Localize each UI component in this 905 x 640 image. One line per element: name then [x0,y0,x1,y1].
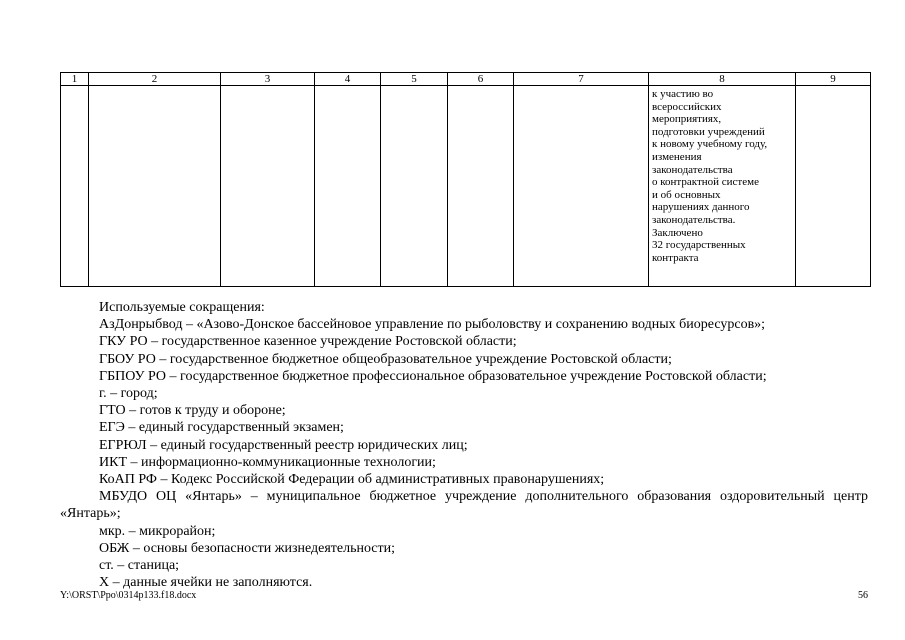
cell-text-line: законодательства [652,163,733,176]
table-cell-1 [61,86,89,287]
table-cell-9 [796,86,871,287]
table-cell-6 [448,86,514,287]
column-header-6: 6 [448,73,514,86]
table-cell-8 [649,86,796,287]
cell-text-line: законодательства. [652,213,736,226]
abbreviation-item: ОБЖ – основы безопасности жизнедеятельности; [99,540,396,556]
cell-text-line: к участию во [652,88,714,100]
cell-text-line: Заключено [652,226,703,239]
cell-text-line: о контрактной системе [652,176,759,189]
column-header-7: 7 [514,73,649,86]
table-cell-7 [514,86,649,287]
cell-text-line: к новому учебному году, [652,138,768,151]
cell-text-line: изменения [652,150,702,163]
cell-text-line: нарушениях данного [652,201,750,214]
abbreviation-item: ГБПОУ РО – государственное бюджетное профессиональное образовательное учреждение Ростовской области; [99,368,767,384]
abbreviation-item: Х – данные ячейки не заполняются. [99,575,313,591]
cell-text-line: всероссийских [652,100,722,113]
table-cell-4 [315,86,381,287]
abbreviation-item: ГКУ РО – государственное казенное учреждение Ростовской области; [99,334,517,350]
cell-text-line: подготовки учреждений [652,125,765,138]
table-row [61,86,871,287]
table-cell-5 [381,86,448,287]
column-header-4: 4 [315,73,381,86]
column-header-1: 1 [61,73,89,86]
abbreviation-item: МБУДО ОЦ «Янтарь» – муниципальное бюджетное учреждение дополнительного образования оздоровительный центр «Янтарь»; [60,489,868,522]
abbreviation-item: г. – город; [99,386,158,402]
footer-file-path: Y:\ORST\Ppo\0314p133.f18.docx [60,590,197,601]
table-header-row [61,73,871,86]
abbreviation-item: ИКТ – информационно-коммуникационные технологии; [99,454,436,470]
column-header-2: 2 [89,73,221,86]
abbreviation-item: ЕГЭ – единый государственный экзамен; [99,420,344,436]
cell-text-line: контракта [652,251,699,264]
table-cell-3 [221,86,315,287]
cell-text-line: мероприятиях, [652,113,722,126]
column-header-3: 3 [221,73,315,86]
continuation-table [60,72,871,287]
abbreviation-item: КоАП РФ – Кодекс Российской Федерации об административных правонарушениях; [99,472,605,488]
abbreviations-heading: Используемые сокращения: [99,300,265,315]
column-header-5: 5 [381,73,448,86]
abbreviation-item: ЕГРЮЛ – единый государственный реестр юридических лиц; [99,437,468,453]
table-cell-2 [89,86,221,287]
abbreviation-item: мкр. – микрорайон; [99,523,216,539]
column-header-8: 8 [649,73,796,86]
cell-text-line: 32 государственных [652,239,746,252]
abbreviation-item: ГТО – готов к труду и обороне; [99,403,286,419]
cell-text-line: и об основных [652,188,721,201]
abbreviations-section [60,299,868,591]
abbreviation-item: ст. – станица; [99,558,180,574]
abbreviation-item: ГБОУ РО – государственное бюджетное общеобразовательное учреждение Ростовской области; [99,351,672,367]
abbreviation-item: АзДонрыбвод – «Азово-Донское бассейновое управление по рыболовству и сохранению водных биоресурсов»; [99,317,766,333]
column-header-9: 9 [796,73,871,86]
page-number: 56 [858,590,868,601]
